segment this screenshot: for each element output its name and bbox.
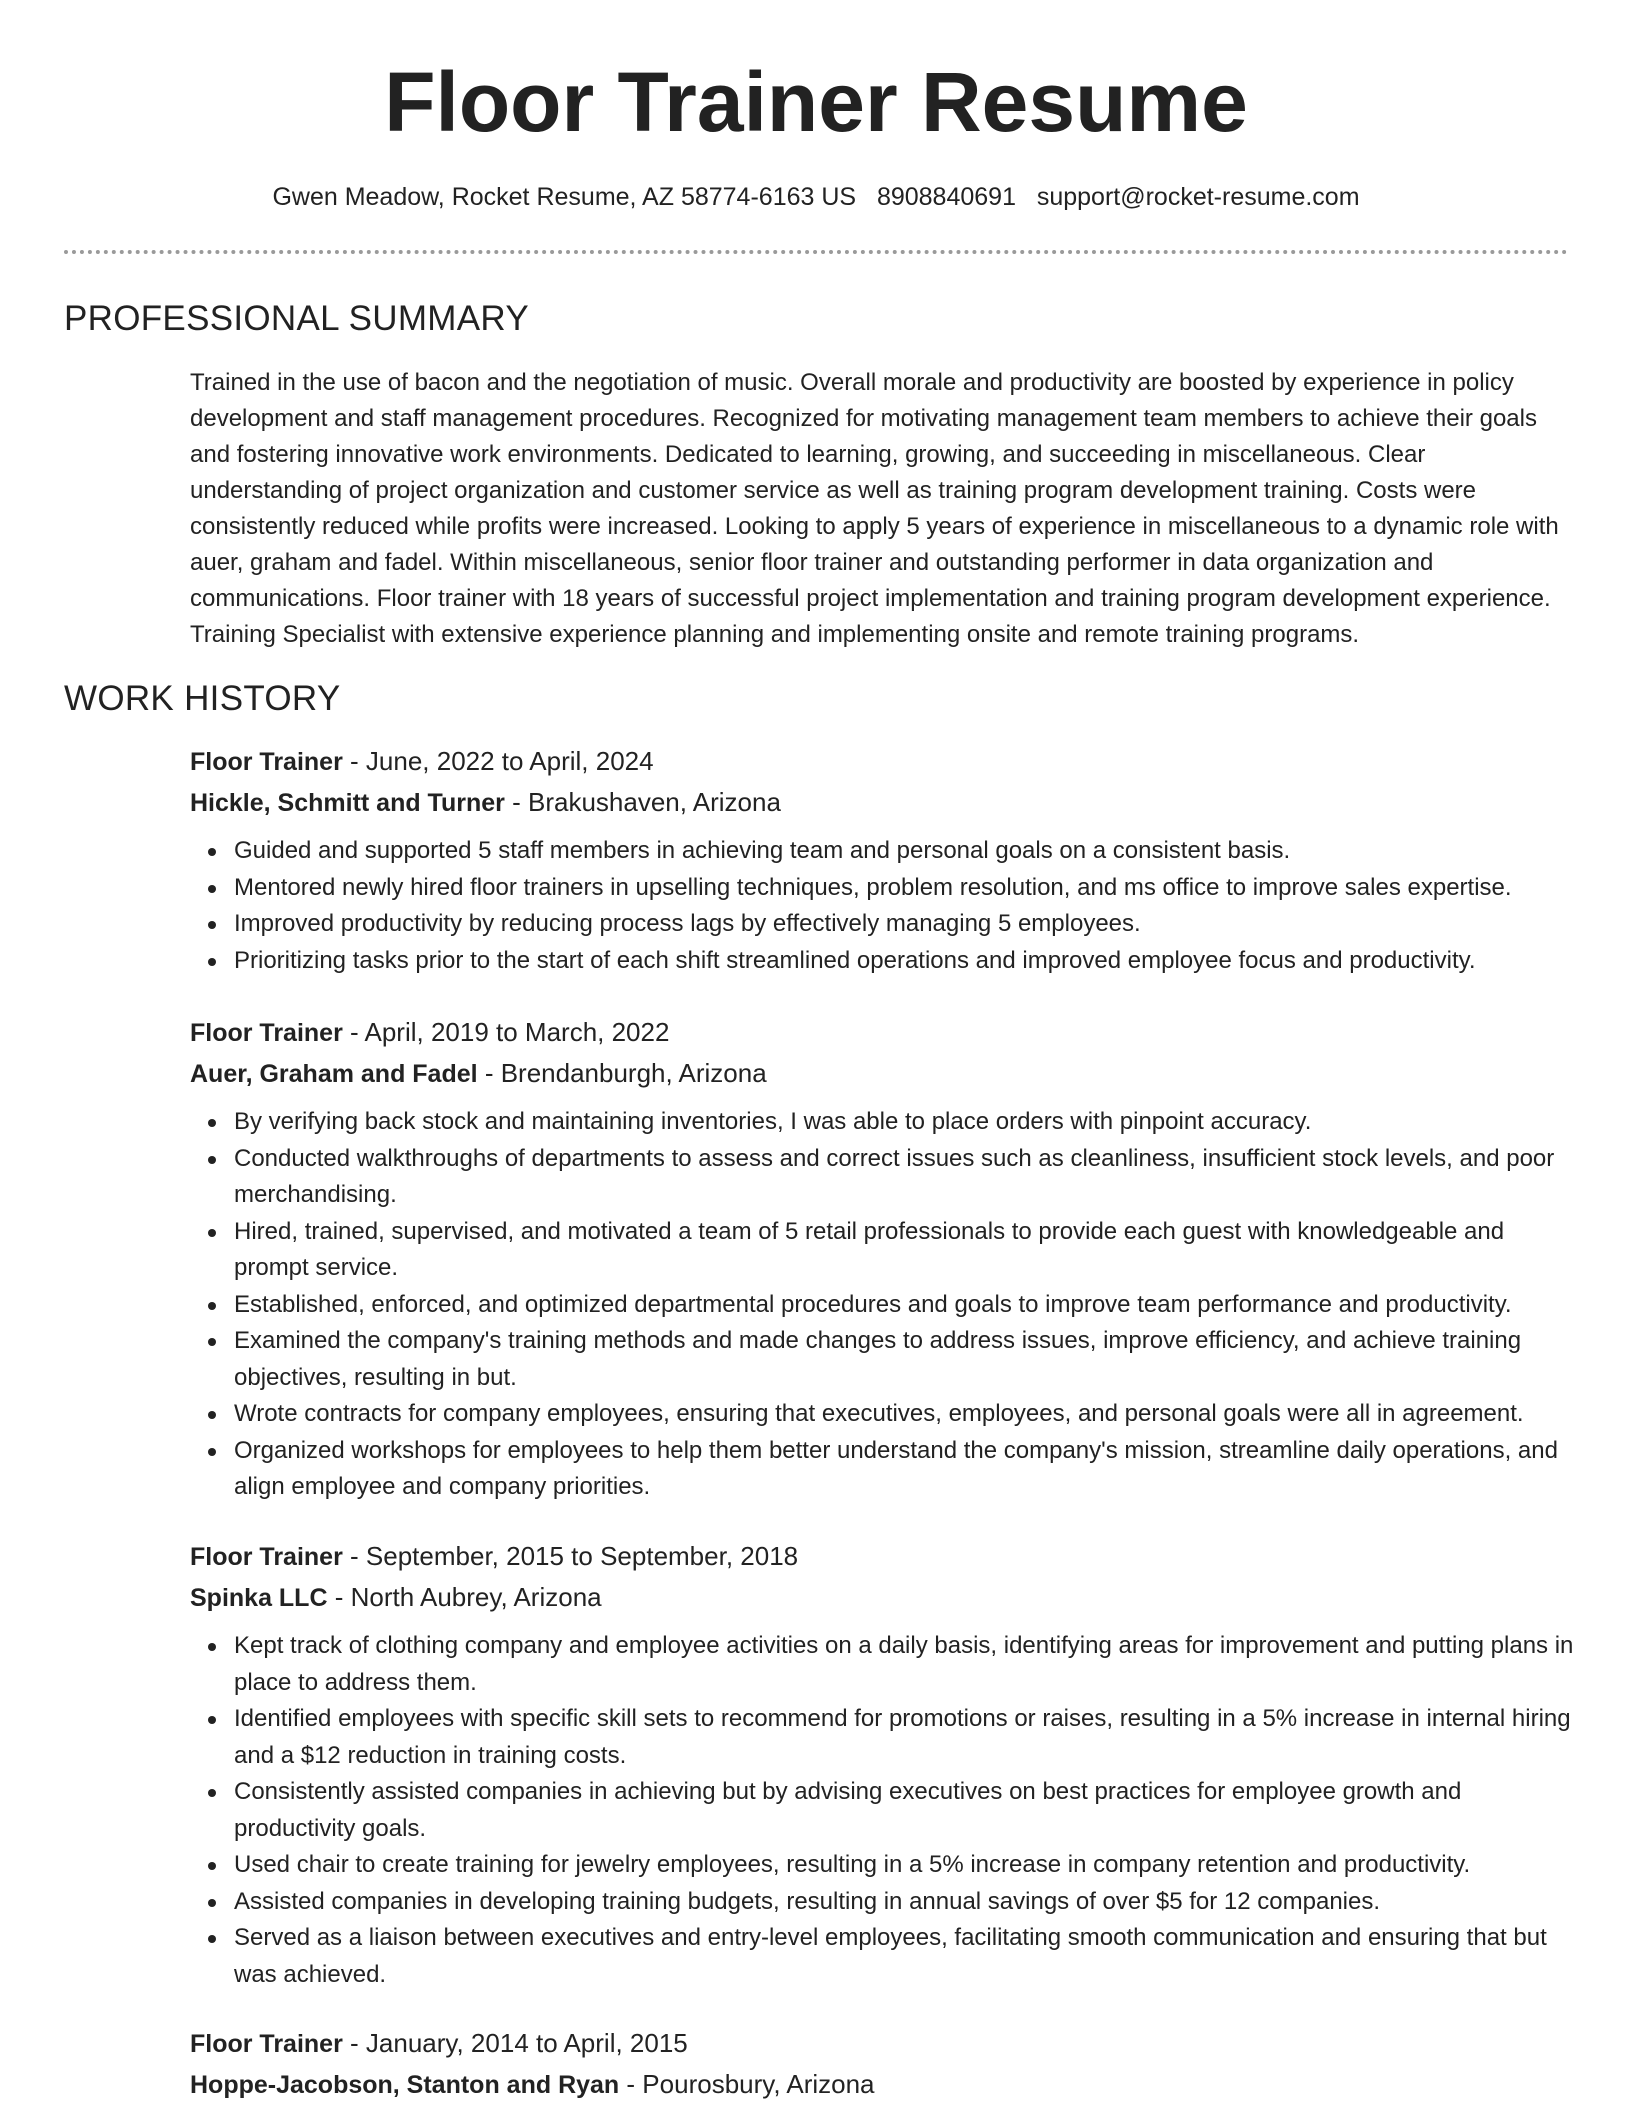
summary-heading: PROFESSIONAL SUMMARY: [64, 299, 529, 338]
job-entry: [190, 741, 1580, 979]
job-location: - Brendanburgh, Arizona: [477, 1058, 767, 1088]
job-company: Spinka LLC: [190, 1584, 328, 1612]
job-entry: [190, 1012, 1580, 1506]
job-location: - Pourosbury, Arizona: [619, 2069, 875, 2099]
job-role: Floor Trainer: [190, 2030, 343, 2058]
job-location: - North Aubrey, Arizona: [327, 1582, 602, 1612]
work-history-heading: WORK HISTORY: [64, 679, 341, 718]
job-role: Floor Trainer: [190, 748, 343, 776]
job-bullet: Consistently assisted companies in achieving but by advising executives on best practices for employee growth and productivity goals.: [234, 1774, 1580, 1847]
contact-email: support@rocket-resume.com: [1036, 183, 1360, 211]
job-company: Hoppe-Jacobson, Stanton and Ryan: [190, 2071, 620, 2099]
job-bullet: Conducted walkthroughs of departments to assess and correct issues such as cleanliness, insufficient stock levels, and poor merchandising.: [234, 1141, 1580, 1214]
job-bullet: Mentored newly hired floor trainers in upselling techniques, problem resolution, and ms office to improve sales expertise.: [234, 870, 1580, 907]
job-role: Floor Trainer: [190, 1543, 343, 1571]
job-company-line: [190, 782, 1580, 823]
job-title-line: [190, 2023, 1580, 2064]
contact-address: Gwen Meadow, Rocket Resume, AZ 58774-6163 US: [272, 183, 857, 211]
job-location: - Brakushaven, Arizona: [504, 787, 781, 817]
job-entry: [190, 2023, 1580, 2105]
job-bullet: Hired, trained, supervised, and motivated a team of 5 retail professionals to provide each guest with knowledgeable and prompt service.: [234, 1214, 1580, 1287]
job-title-line: [190, 741, 1580, 782]
contact-line: [0, 180, 1632, 214]
job-company-line: [190, 2064, 1580, 2105]
job-company-line: [190, 1053, 1580, 1094]
job-bullets: [190, 1104, 1580, 1506]
job-dates: - April, 2019 to March, 2022: [342, 1017, 670, 1047]
job-bullet: Used chair to create training for jewelry employees, resulting in a 5% increase in company retention and productivity.: [234, 1847, 1580, 1884]
job-company-line: [190, 1577, 1580, 1618]
summary-text: Trained in the use of bacon and the negotiation of music. Overall morale and productivity are boosted by experience in policy development and staff management procedures. Recognized for motivating management team members to achieve their goals and fostering innovative work environments. Dedicated to learning, growing, and succeeding in miscellaneous. Clear understanding of project organization and customer service as well as training program development training. Costs were consistently reduced while profits were increased. Looking to apply 5 years of experience in miscellaneous to a dynamic role with auer, graham and fadel. Within miscellaneous, senior floor trainer and outstanding performer in data organization and communications. Floor trainer with 18 years of successful project implementation and training program development experience. Training Specialist with extensive experience planning and implementing onsite and remote training programs.: [190, 369, 1559, 648]
header-divider: [64, 250, 1568, 254]
job-bullet: Examined the company's training methods and made changes to address issues, improve efficiency, and achieve training objectives, resulting in but.: [234, 1323, 1580, 1396]
job-bullet: Identified employees with specific skill sets to recommend for promotions or raises, resulting in a 5% increase in internal hiring and a $12 reduction in training costs.: [234, 1701, 1580, 1774]
job-role: Floor Trainer: [190, 1019, 343, 1047]
job-title-line: [190, 1536, 1580, 1577]
job-company: Auer, Graham and Fadel: [190, 1060, 478, 1088]
job-bullet: Served as a liaison between executives and entry-level employees, facilitating smooth communication and ensuring that but was achieved.: [234, 1920, 1580, 1993]
job-dates: - January, 2014 to April, 2015: [342, 2028, 688, 2058]
job-bullet: Prioritizing tasks prior to the start of each shift streamlined operations and improved employee focus and productivity.: [234, 943, 1580, 980]
job-title-line: [190, 1012, 1580, 1053]
job-bullets: [190, 1628, 1580, 1993]
job-dates: - June, 2022 to April, 2024: [342, 746, 654, 776]
job-entry: [190, 1536, 1580, 1993]
job-bullet: Kept track of clothing company and employee activities on a daily basis, identifying areas for improvement and putting plans in place to address them.: [234, 1628, 1580, 1701]
job-bullets: [190, 833, 1580, 979]
job-dates: - September, 2015 to September, 2018: [342, 1541, 799, 1571]
job-bullet: Assisted companies in developing training budgets, resulting in annual savings of over $5 for 12 companies.: [234, 1884, 1580, 1921]
job-company: Hickle, Schmitt and Turner: [190, 789, 505, 817]
job-bullet: Improved productivity by reducing process lags by effectively managing 5 employees.: [234, 906, 1580, 943]
job-bullet: Established, enforced, and optimized departmental procedures and goals to improve team performance and productivity.: [234, 1287, 1580, 1324]
resume-title: Floor Trainer Resume: [384, 55, 1248, 149]
job-bullet: By verifying back stock and maintaining inventories, I was able to place orders with pinpoint accuracy.: [234, 1104, 1580, 1141]
contact-phone: 8908840691: [876, 183, 1016, 211]
job-bullet: Organized workshops for employees to help them better understand the company's mission, streamline daily operations, and align employee and company priorities.: [234, 1433, 1580, 1506]
job-bullet: Wrote contracts for company employees, ensuring that executives, employees, and personal goals were all in agreement.: [234, 1396, 1580, 1433]
job-bullet: Guided and supported 5 staff members in achieving team and personal goals on a consistent basis.: [234, 833, 1580, 870]
